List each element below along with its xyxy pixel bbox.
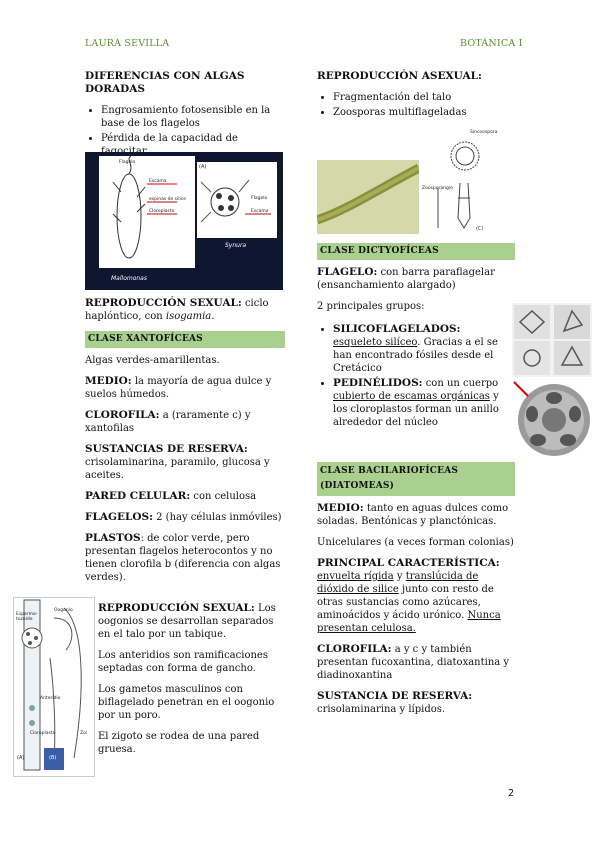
zigoto-paragraph: El zigoto se rodea de una pared gruesa. (98, 731, 260, 755)
fig-label: Cloroplasto (149, 209, 175, 214)
fig-label: Escama (149, 179, 167, 184)
section-band-xantoficeas: CLASE XANTOFÍCEAS (85, 331, 285, 348)
clorofila-paragraph: CLOROFILA: a (raramente c) y xantofilas (85, 409, 251, 434)
pared-paragraph: PARED CELULAR: con celulosa (85, 490, 257, 502)
fig-label: (A) (17, 755, 25, 761)
clorofila-diatomeas: CLOROFILA: a y c y también presentan fucoxantina, diatoxantina y diadinoxantina (317, 643, 510, 681)
oogonio-drawing (14, 598, 94, 776)
filament-photo-drawing (317, 160, 419, 234)
fig-label: Zoosporangio (422, 186, 453, 191)
principal-caracteristica: PRINCIPAL CARACTERÍSTICA: envuelta rígida y translúcida de dióxido de silice junto con resto de otras sustancias como azúcares, aminoácidos y ácido urónico. Nunca presentan celulosa. (317, 557, 501, 634)
fig-label: Oogonio (54, 608, 73, 613)
fig-label: (B) (49, 755, 57, 761)
fig-label: (A) (199, 164, 207, 170)
repro-sexual-paragraph: REPRODUCCIÓN SEXUAL: ciclo haplóntico, con isogamia. (85, 297, 269, 322)
medio-diatomeas: MEDIO: tanto en aguas dulces como soladas. Bentónicas y planctónicas. (317, 502, 509, 527)
gametos-paragraph: Los gametos masculinos con biflagelado penetran en el oogonio por un poro. (98, 684, 275, 721)
doradas-list (85, 104, 285, 158)
fig-caption: Synura (225, 242, 247, 249)
xanto-description: Algas verdes-amarillentas. (85, 355, 220, 366)
grupos-list (317, 323, 505, 429)
mallomonas-synura-figure (85, 152, 283, 290)
list-item: • PEDINÉLIDOS: con un cuerpo cubierto de escamas orgánicas y los cloroplastos forman un anillo alrededor del núcleo (333, 377, 505, 429)
plastos-paragraph: PLASTOS: de color verde, pero presentan flagelos heterocontos y no tienen clorofila b (diferencia con algas verdes). (85, 532, 281, 583)
zoospora-drawing (420, 128, 515, 238)
unicelulares-paragraph: Unicelulares (a veces forman colonias) (317, 537, 514, 548)
silicoflagelados-drawing (512, 303, 592, 377)
list-item: • SILICOFLAGELADOS: esqueleto silíceo. Gracias a el se han encontrado fósiles desde el Cretácico (333, 323, 505, 375)
silicoflagelados-figure (512, 303, 592, 377)
pedinelidos-figure (512, 378, 592, 460)
header-subject: BOTÁNICA I (460, 38, 523, 49)
fig-label: (C) (476, 226, 484, 232)
oogonio-figure (13, 597, 95, 777)
list-item: • Zoosporas multiflageladas (333, 106, 515, 119)
pedinelidos-drawing (512, 378, 592, 460)
anteridios-paragraph: Los anteridios son ramificaciones septadas con forma de gancho. (98, 650, 268, 674)
header-author: LAURA SEVILLA (85, 38, 170, 49)
left-column-bottom (98, 602, 284, 764)
flagelo-paragraph: FLAGELO: con barra paraflagelar (ensanchamiento alargado) (317, 266, 495, 291)
heading-asexual: REPRODUCCIÓN ASEXUAL: (317, 70, 482, 82)
fig-label: Flagelo (119, 160, 136, 165)
list-item: • Fragmentación del talo (333, 91, 515, 104)
left-column-middle (85, 297, 285, 592)
asexual-list (317, 91, 515, 119)
filament-photo (317, 160, 419, 234)
fig-label: Escama (251, 209, 269, 214)
reserva-paragraph: SUSTANCIAS DE RESERVA: crisolaminarina, paramilo, glucosa y aceites. (85, 443, 270, 481)
fig-label: Esperma-tozoide (16, 612, 38, 622)
fig-caption: Mallomonas (111, 275, 147, 282)
medio-paragraph: MEDIO: la mayoría de agua dulce y suelos húmedos. (85, 375, 272, 400)
right-column-bottom (317, 462, 515, 724)
mallomonas-synura-drawing (85, 152, 283, 290)
fig-label: Cloroplasto (30, 731, 56, 736)
section-band-bacilarioficeas: CLASE BACILARIOFÍCEAS (DIATOMEAS) (317, 462, 515, 496)
rs2-paragraph: REPRODUCCIÓN SEXUAL: Los oogonios se desarrollan separados en el talo por un tabique. (98, 602, 276, 640)
right-column-middle (317, 243, 515, 321)
fig-label: espinas de silice (149, 197, 186, 202)
page-number: 2 (508, 788, 515, 799)
heading-doradas: DIFERENCIAS CON ALGAS DORADAS (85, 70, 245, 95)
list-item: • Pérdida de la capacidad de (101, 132, 285, 158)
list-item: • Engrosamiento fotosensible en la base de los flagelos (101, 104, 285, 130)
fig-label: Sincoospora (470, 130, 498, 135)
fig-label: Anteridio (40, 696, 61, 701)
flagelos-paragraph: FLAGELOS: 2 (hay células inmóviles) (85, 511, 282, 523)
fig-label: Flagelo (251, 196, 268, 201)
right-column-groups (317, 323, 505, 437)
grupos-paragraph: 2 principales grupos: (317, 301, 425, 312)
zoospora-figure (420, 128, 515, 238)
section-band-dictyoficeas: CLASE DICTYOFÍCEAS (317, 243, 515, 260)
fig-label: Zoi (80, 731, 88, 736)
reserva-diatomeas: SUSTANCIA DE RESERVA: crisolaminarina y lípidos. (317, 690, 473, 715)
right-column-top (317, 70, 515, 127)
